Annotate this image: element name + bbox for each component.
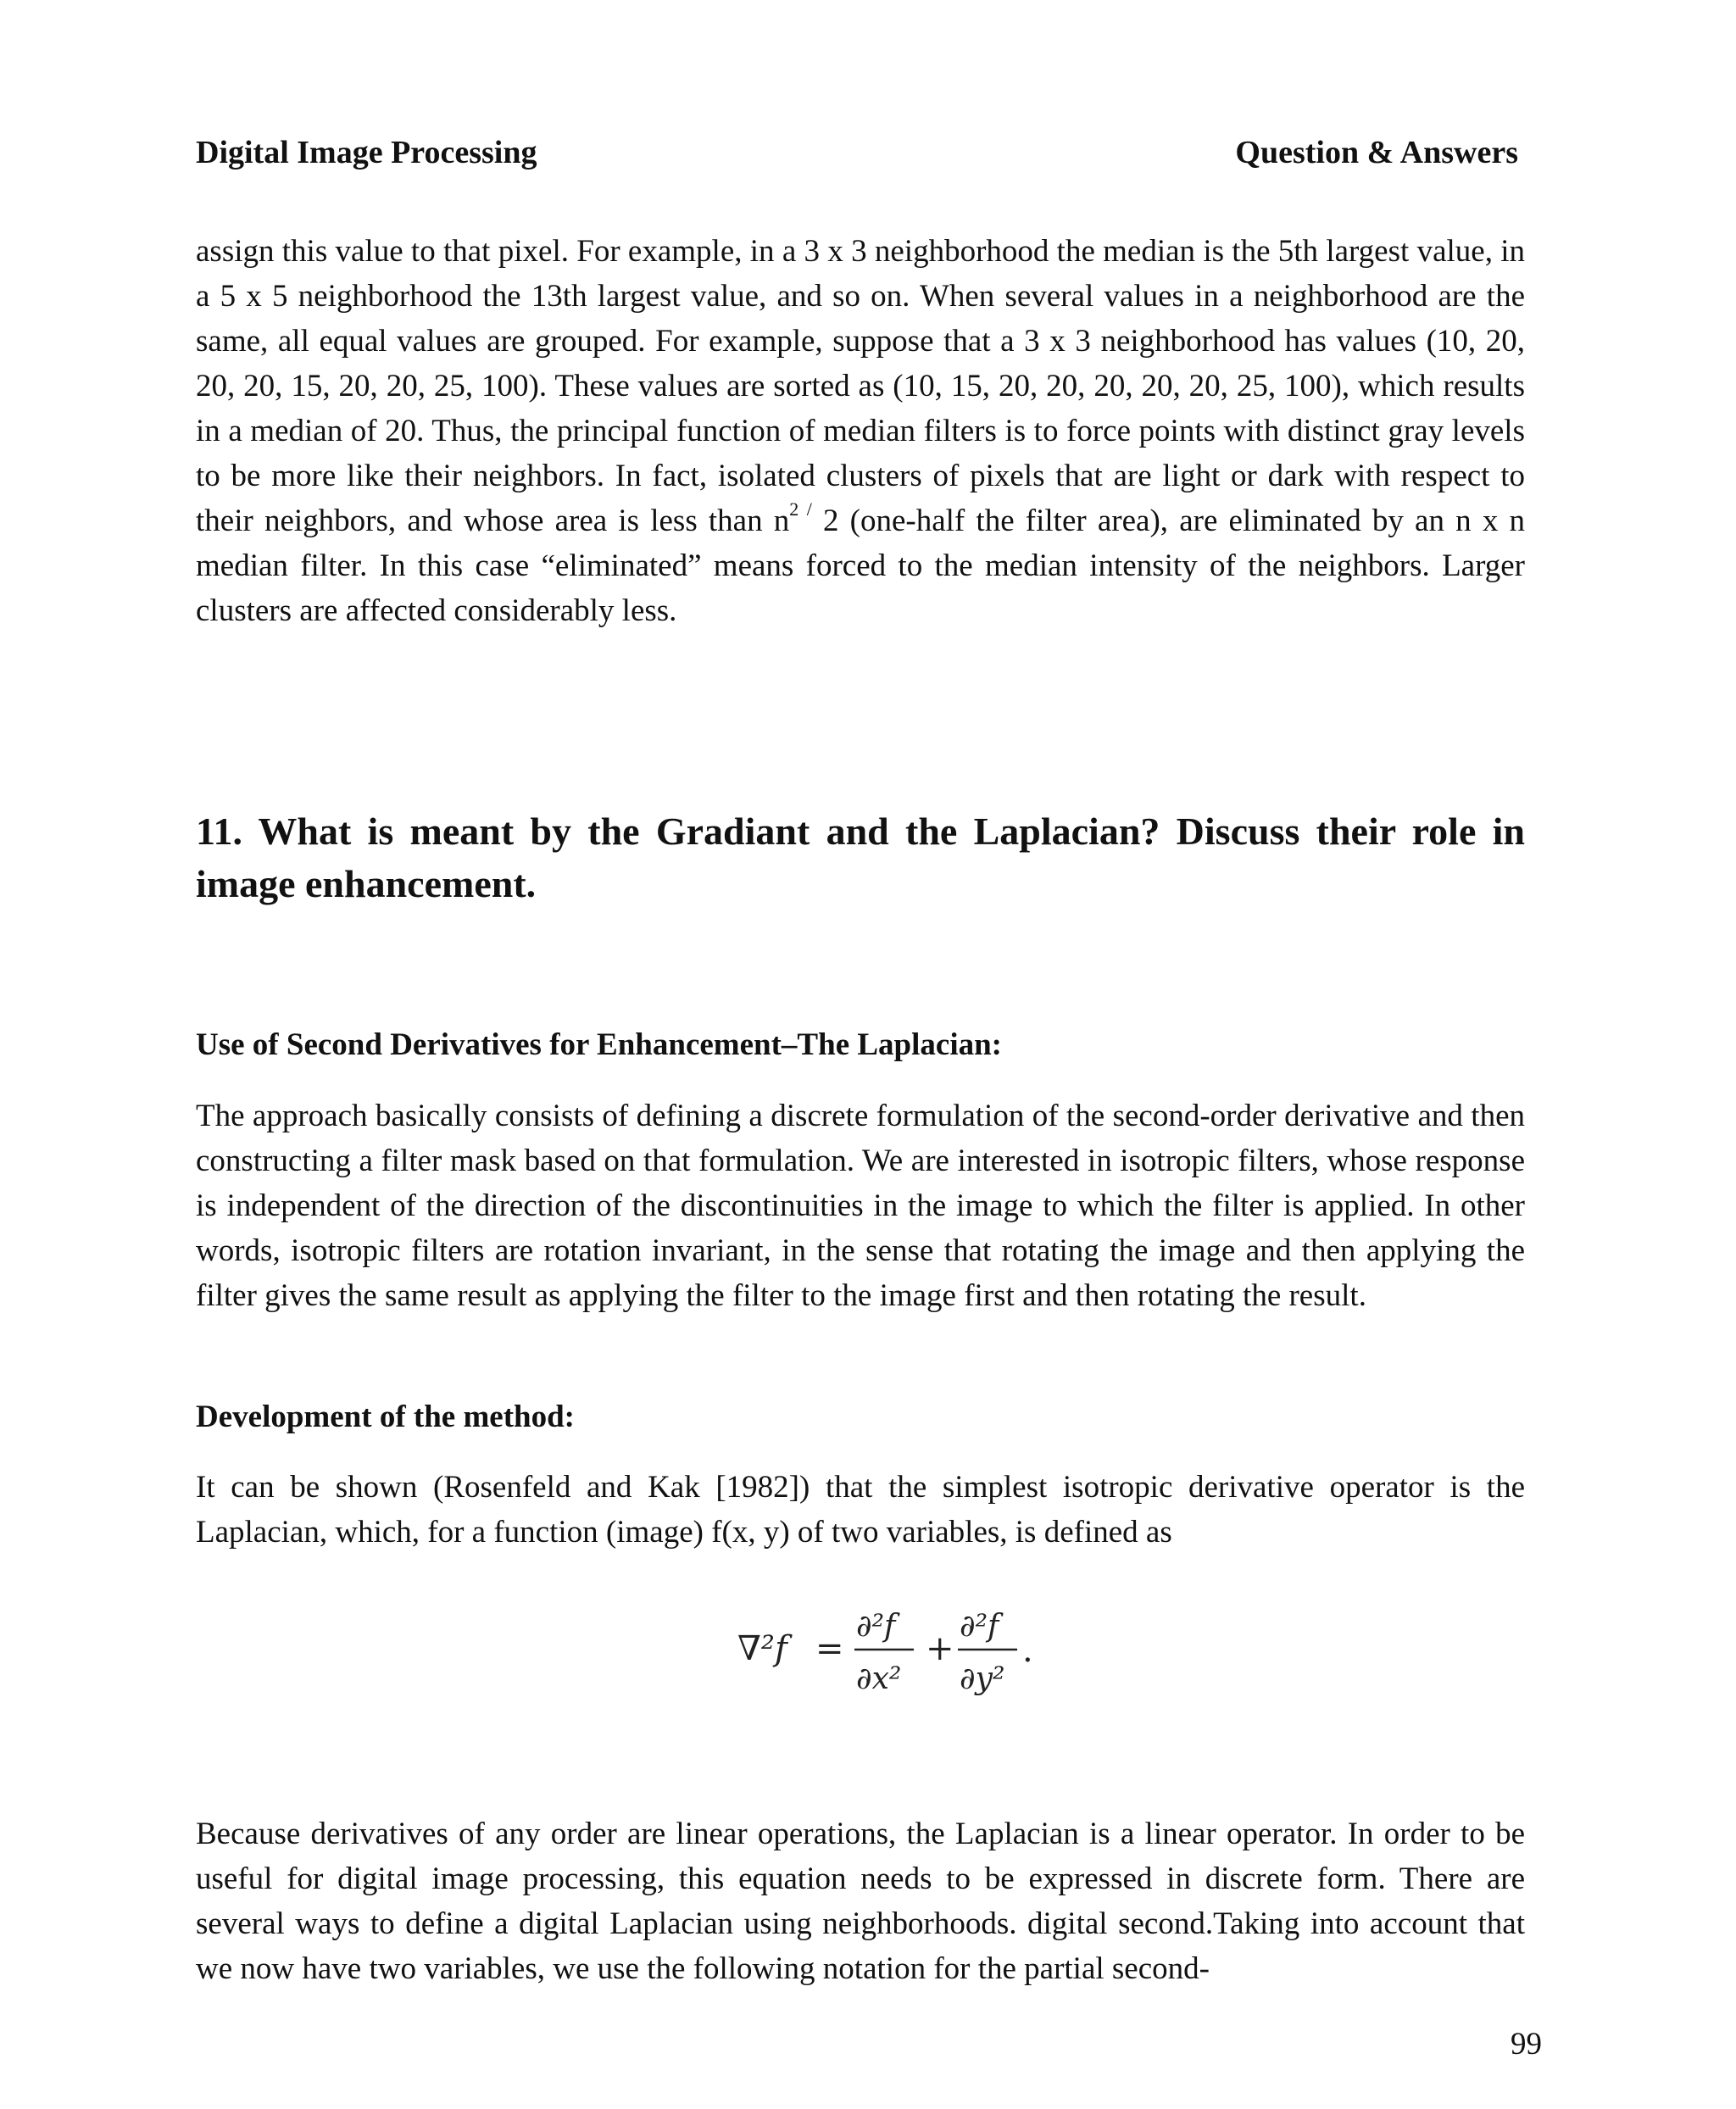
equation-denominator-x: ∂x² bbox=[856, 1661, 902, 1696]
equation-numerator-y: ∂²f bbox=[960, 1609, 999, 1644]
page-header bbox=[196, 134, 1518, 178]
paragraph-median-text-cont: 2 (one-half the filter area), are eliminated by an n x n median filter. In this case “eliminated” means forced to the median intensity of the neighbors. Larger clusters are affected considerably less. bbox=[196, 504, 1525, 628]
equation-equals: = bbox=[815, 1629, 844, 1668]
equation-denominator-y: ∂y² bbox=[960, 1661, 1005, 1696]
question-heading: 11. What is meant by the Gradiant and the Laplacian? Discuss their role in image enhancement. bbox=[196, 810, 1525, 905]
header-title: Digital Image Processing bbox=[196, 135, 537, 170]
section-heading-development: Development of the method: bbox=[196, 1400, 575, 1434]
paragraph-definition: It can be shown (Rosenfeld and Kak [1982]) that the simplest isotropic derivative operator is the Laplacian, which, for a function (image) f(x, y) of two variables, is defined as bbox=[196, 1470, 1525, 1550]
equation-lhs: ∇²f bbox=[737, 1629, 787, 1668]
paragraph-median-text: assign this value to that pixel. For example, in a 3 x 3 neighborhood the median is the 5th largest value, in a 5 x 5 neighborhood the 13th largest value, and so on. When several values in a neighborhood are the same, all equal values are grouped. For example, suppose that a 3 x 3 neighborhood has values (10, 20, 20, 20, 15, 20, 20, 25, 100). These values are sorted as (10, 15, 20, 20, 20, 20, 20, 25, 100), which results in a median of 20. Thus, the principal function of median filters is to force points with distinct gray levels to be more like their neighbors. In fact, isolated clusters of pixels that are light or dark with respect to their neighbors, and whose area is less than n bbox=[196, 234, 1525, 538]
paragraph-isotropic: The approach basically consists of defining a discrete formulation of the second-order derivative and then constructing a filter mask based on that formulation. We are interested in isotropic filters, whose response is independent of the direction of the discontinuities in the image to which the filter is applied. In other words, isotropic filters are rotation invariant, in the sense that rotating the image and then applying the filter gives the same result as applying the filter to the image first and then rotating the result. bbox=[196, 1099, 1525, 1313]
header-subtitle: Question & Answers bbox=[1235, 135, 1518, 170]
laplacian-equation bbox=[737, 1594, 1043, 1704]
paragraph-linear-operator: Because derivatives of any order are linear operations, the Laplacian is a linear operator. In order to be useful for digital image processing, this equation needs to be expressed in discrete form. There are several ways to define a digital Laplacian using neighborhoods. digital second.Taking into account that we now have two variables, we use the following notation for the partial second- bbox=[196, 1817, 1525, 1986]
equation-numerator-x: ∂²f bbox=[856, 1609, 896, 1644]
equation-period: . bbox=[1022, 1631, 1033, 1670]
superscript-n2: 2 / bbox=[789, 498, 812, 520]
equation-plus: + bbox=[926, 1629, 954, 1668]
section-heading-laplacian: Use of Second Derivatives for Enhancement–The Laplacian: bbox=[196, 1027, 1002, 1062]
page-number: 99 bbox=[1511, 2027, 1542, 2062]
paragraph-median-filter bbox=[196, 229, 1525, 633]
